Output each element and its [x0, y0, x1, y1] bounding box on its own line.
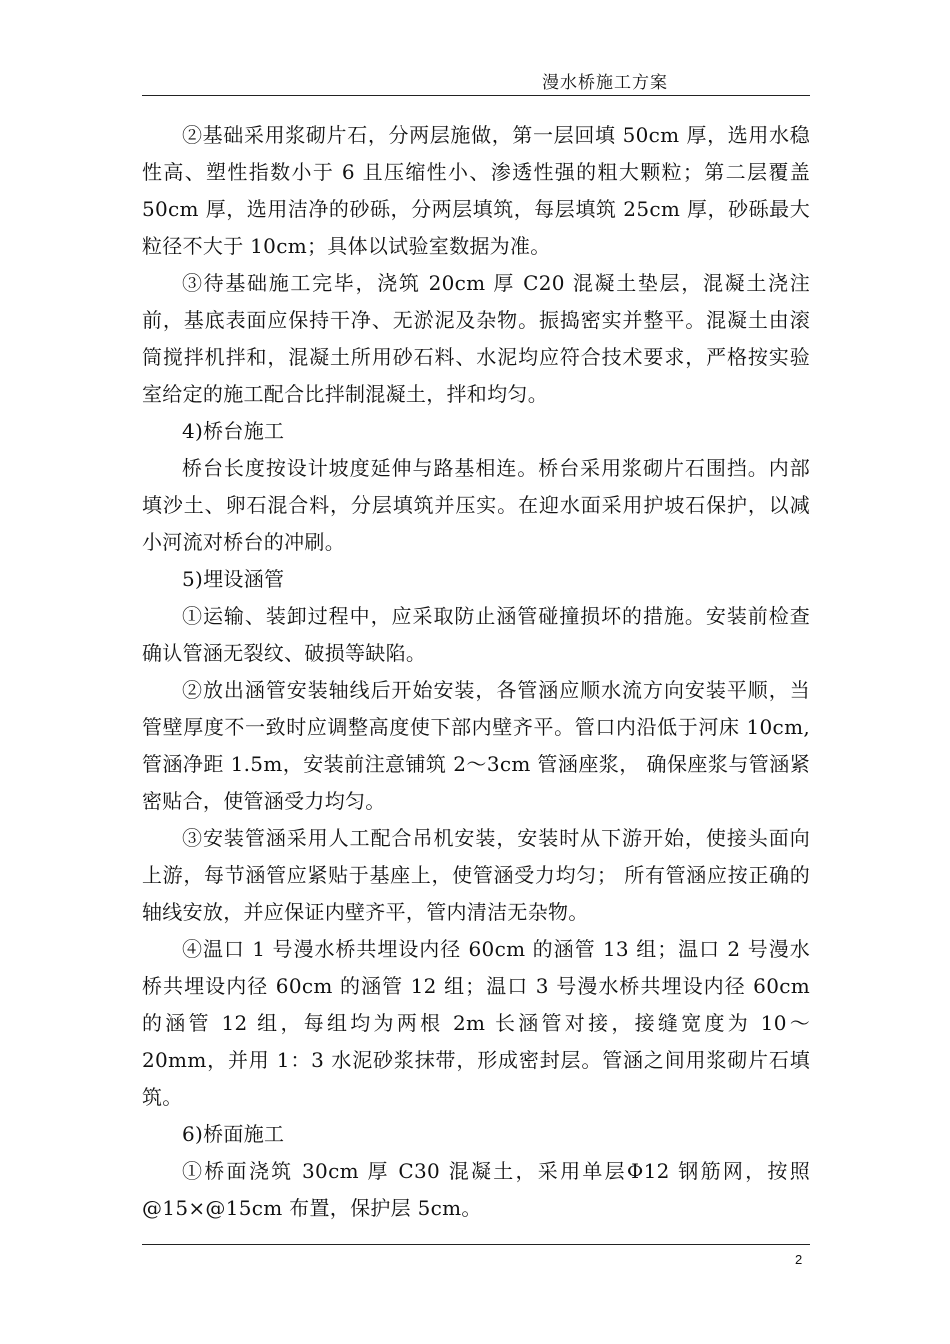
section-heading-deck: 6)桥面施工	[182, 1122, 285, 1146]
section-heading-culvert: 5)埋设涵管	[182, 567, 285, 591]
paragraph-foundation-masonry: ②基础采用浆砌片石，分两层施做，第一层回填 50cm 厚，选用水稳性高、塑性指数小于 6 且压缩性小、渗透性强的粗大颗粒；第二层覆盖 50cm 厚，选用洁净的砂砾，分两层填筑，每层填筑 25cm 厚，砂砾最大粒径不大于 10cm；具体以试验室数据为准。	[142, 123, 810, 258]
header-title: 漫水桥施工方案	[542, 73, 668, 93]
section-heading-abutment: 4)桥台施工	[182, 419, 285, 443]
document-body	[142, 117, 810, 1227]
footer-divider	[142, 1244, 810, 1245]
paragraph-concrete-cushion: ③待基础施工完毕，浇筑 20cm 厚 C20 混凝土垫层，混凝土浇注前，基底表面应保持干净、无淤泥及杂物。振捣密实并整平。混凝土由滚筒搅拌机拌和，混凝土所用砂石料、水泥均应符合技术要求，严格按实验室给定的施工配合比拌制混凝土，拌和均匀。	[142, 271, 810, 406]
paragraph-abutment: 桥台长度按设计坡度延伸与路基相连。桥台采用浆砌片石围挡。内部填沙土、卵石混合料，分层填筑并压实。在迎水面采用护坡石保护，以减小河流对桥台的冲刷。	[142, 456, 810, 554]
paragraph-culvert-axis: ②放出涵管安装轴线后开始安装，各管涵应顺水流方向安装平顺，当管壁厚度不一致时应调整高度使下部内壁齐平。管口内沿低于河床 10cm,管涵净距 1.5m，安装前注意铺筑 2～3cm 管涵座浆， 确保座浆与管涵紧密贴合，使管涵受力均匀。	[142, 678, 810, 813]
paragraph-culvert-transport: ①运输、装卸过程中，应采取防止涵管碰撞损坏的措施。安装前检查确认管涵无裂纹、破损等缺陷。	[142, 604, 810, 665]
paragraph-culvert-quantity: ④温口 1 号漫水桥共埋设内径 60cm 的涵管 13 组；温口 2 号漫水桥共埋设内径 60cm 的涵管 12 组；温口 3 号漫水桥共埋设内径 60cm 的涵管 12 组，每组均为两根 2m 长涵管对接，接缝宽度为 10～20mm，并用 1：3 水泥砂浆抹带，形成密封层。管涵之间用浆砌片石填筑。	[142, 937, 810, 1109]
paragraph-deck-concrete: ①桥面浇筑 30cm 厚 C30 混凝土，采用单层Φ12 钢筋网，按照@15×@15cm 布置，保护层 5cm。	[142, 1159, 810, 1220]
header-divider	[142, 95, 810, 96]
paragraph-culvert-install: ③安装管涵采用人工配合吊机安装，安装时从下游开始，使接头面向上游，每节涵管应紧贴于基座上，使管涵受力均匀； 所有管涵应按正确的轴线安放，并应保证内壁齐平，管内清洁无杂物。	[142, 826, 810, 924]
page-number: 2	[795, 1252, 803, 1267]
